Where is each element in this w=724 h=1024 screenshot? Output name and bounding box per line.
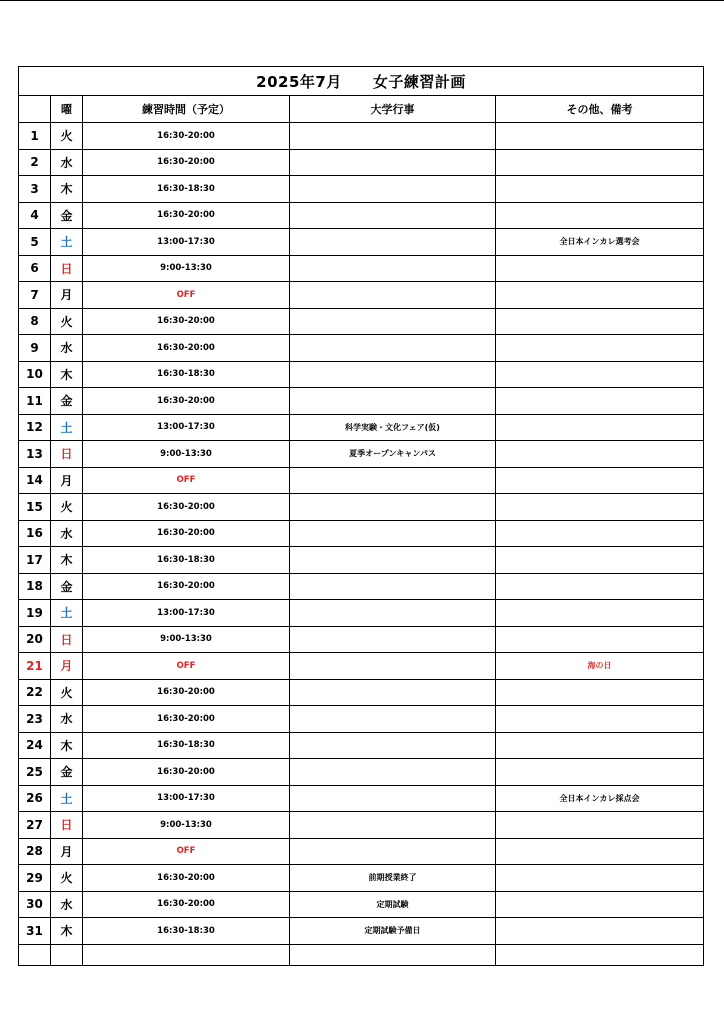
university-event-cell: [290, 812, 496, 838]
weekday-cell: 月: [51, 839, 83, 865]
university-event-cell: [290, 388, 496, 414]
practice-time-cell: OFF: [83, 653, 290, 679]
day-cell: 15: [19, 494, 51, 520]
note-cell: [496, 335, 703, 361]
weekday-cell: 土: [51, 786, 83, 812]
blank-cell: [51, 945, 83, 965]
note-cell: [496, 733, 703, 759]
blank-cell: [83, 945, 290, 965]
note-cell: [496, 521, 703, 547]
university-event-cell: [290, 123, 496, 149]
practice-time-cell: 16:30-20:00: [83, 494, 290, 520]
day-cell: 3: [19, 176, 51, 202]
practice-time-cell: 9:00-13:30: [83, 256, 290, 282]
note-cell: [496, 547, 703, 573]
university-event-cell: 定期試験予備日: [290, 918, 496, 944]
note-cell: [496, 123, 703, 149]
university-event-cell: [290, 653, 496, 679]
practice-time-cell: 16:30-20:00: [83, 203, 290, 229]
practice-time-cell: OFF: [83, 839, 290, 865]
university-event-cell: [290, 309, 496, 335]
schedule-row: [19, 123, 703, 150]
note-cell: [496, 388, 703, 414]
schedule-row: [19, 521, 703, 548]
university-event-cell: [290, 680, 496, 706]
note-cell: [496, 839, 703, 865]
schedule-row: [19, 627, 703, 654]
note-cell: [496, 494, 703, 520]
day-cell: 30: [19, 892, 51, 918]
note-cell: [496, 865, 703, 891]
university-event-cell: [290, 468, 496, 494]
schedule-row: [19, 362, 703, 389]
practice-time-cell: 16:30-20:00: [83, 892, 290, 918]
weekday-cell: 金: [51, 203, 83, 229]
schedule-row: [19, 441, 703, 468]
note-cell: [496, 600, 703, 626]
university-event-cell: [290, 574, 496, 600]
schedule-row: [19, 309, 703, 336]
university-event-cell: [290, 282, 496, 308]
day-cell: 14: [19, 468, 51, 494]
day-cell: 10: [19, 362, 51, 388]
day-cell: 1: [19, 123, 51, 149]
schedule-row: [19, 786, 703, 813]
note-cell: [496, 918, 703, 944]
university-event-cell: [290, 203, 496, 229]
blank-cell: [290, 945, 496, 965]
weekday-cell: 木: [51, 918, 83, 944]
day-cell: 4: [19, 203, 51, 229]
note-cell: [496, 176, 703, 202]
day-cell: 11: [19, 388, 51, 414]
schedule-row: [19, 229, 703, 256]
practice-time-cell: 16:30-20:00: [83, 309, 290, 335]
university-event-cell: [290, 362, 496, 388]
day-cell: 12: [19, 415, 51, 441]
schedule-row: [19, 415, 703, 442]
note-cell: [496, 706, 703, 732]
schedule-row: [19, 468, 703, 495]
weekday-cell: 火: [51, 680, 83, 706]
note-cell: [496, 415, 703, 441]
weekday-cell: 金: [51, 574, 83, 600]
weekday-cell: 月: [51, 468, 83, 494]
weekday-cell: 日: [51, 441, 83, 467]
practice-time-cell: 9:00-13:30: [83, 627, 290, 653]
practice-time-cell: 13:00-17:30: [83, 600, 290, 626]
note-cell: [496, 150, 703, 176]
note-cell: [496, 468, 703, 494]
schedule-row: [19, 812, 703, 839]
weekday-cell: 水: [51, 521, 83, 547]
note-cell: [496, 759, 703, 785]
university-event-cell: 前期授業終了: [290, 865, 496, 891]
weekday-cell: 水: [51, 892, 83, 918]
header-practice-time: 練習時間（予定）: [83, 96, 290, 122]
practice-time-cell: 16:30-18:30: [83, 176, 290, 202]
day-cell: 29: [19, 865, 51, 891]
weekday-cell: 土: [51, 600, 83, 626]
university-event-cell: [290, 176, 496, 202]
day-cell: 7: [19, 282, 51, 308]
practice-time-cell: 16:30-20:00: [83, 706, 290, 732]
university-event-cell: [290, 627, 496, 653]
day-cell: 16: [19, 521, 51, 547]
university-event-cell: [290, 786, 496, 812]
blank-row: [19, 945, 703, 966]
day-cell: 31: [19, 918, 51, 944]
schedule-row: [19, 706, 703, 733]
practice-time-cell: 16:30-18:30: [83, 362, 290, 388]
university-event-cell: [290, 839, 496, 865]
weekday-cell: 火: [51, 494, 83, 520]
university-event-cell: [290, 256, 496, 282]
day-cell: 26: [19, 786, 51, 812]
schedule-row: [19, 865, 703, 892]
schedule-row: [19, 494, 703, 521]
weekday-cell: 土: [51, 229, 83, 255]
note-cell: [496, 441, 703, 467]
practice-time-cell: 16:30-20:00: [83, 123, 290, 149]
schedule-row: [19, 150, 703, 177]
schedule-row: [19, 547, 703, 574]
practice-time-cell: 13:00-17:30: [83, 415, 290, 441]
university-event-cell: [290, 600, 496, 626]
weekday-cell: 日: [51, 812, 83, 838]
schedule-row: [19, 600, 703, 627]
practice-time-cell: 16:30-18:30: [83, 733, 290, 759]
schedule-row: [19, 653, 703, 680]
blank-cell: [19, 945, 51, 965]
schedule-rows: [19, 123, 703, 945]
day-cell: 13: [19, 441, 51, 467]
weekday-cell: 木: [51, 733, 83, 759]
university-event-cell: [290, 547, 496, 573]
practice-time-cell: 16:30-20:00: [83, 335, 290, 361]
day-cell: 18: [19, 574, 51, 600]
university-event-cell: 夏季オープンキャンパス: [290, 441, 496, 467]
day-cell: 8: [19, 309, 51, 335]
note-cell: [496, 362, 703, 388]
note-cell: [496, 203, 703, 229]
practice-time-cell: 16:30-20:00: [83, 759, 290, 785]
practice-time-cell: 13:00-17:30: [83, 229, 290, 255]
header-day: [19, 96, 51, 122]
weekday-cell: 土: [51, 415, 83, 441]
day-cell: 27: [19, 812, 51, 838]
weekday-cell: 金: [51, 759, 83, 785]
practice-time-cell: 16:30-20:00: [83, 388, 290, 414]
note-cell: 全日本インカレ採点会: [559, 793, 640, 803]
day-cell: 17: [19, 547, 51, 573]
header-notes: その他、備考: [566, 103, 633, 116]
weekday-cell: 月: [51, 282, 83, 308]
blank-cell: [496, 945, 703, 965]
practice-time-cell: 13:00-17:30: [83, 786, 290, 812]
university-event-cell: [290, 521, 496, 547]
schedule-row: [19, 388, 703, 415]
note-cell: 海の日: [587, 661, 612, 671]
day-cell: 19: [19, 600, 51, 626]
day-cell: 9: [19, 335, 51, 361]
schedule-row: [19, 918, 703, 945]
note-cell: [496, 574, 703, 600]
day-cell: 6: [19, 256, 51, 282]
practice-time-cell: 9:00-13:30: [83, 812, 290, 838]
schedule-row: [19, 759, 703, 786]
note-cell: [496, 282, 703, 308]
day-cell: 23: [19, 706, 51, 732]
practice-time-cell: 9:00-13:30: [83, 441, 290, 467]
day-cell: 25: [19, 759, 51, 785]
weekday-cell: 木: [51, 362, 83, 388]
weekday-cell: 木: [51, 176, 83, 202]
university-event-cell: 科学実験・文化フェア(仮): [290, 415, 496, 441]
schedule-row: [19, 680, 703, 707]
page-top-border: [0, 0, 724, 1]
day-cell: 24: [19, 733, 51, 759]
schedule-row: [19, 176, 703, 203]
weekday-cell: 火: [51, 309, 83, 335]
header-university-events: 大学行事: [290, 96, 496, 122]
practice-schedule-table: [18, 66, 704, 966]
schedule-row: [19, 839, 703, 866]
university-event-cell: 定期試験: [290, 892, 496, 918]
practice-time-cell: 16:30-20:00: [83, 680, 290, 706]
schedule-row: [19, 335, 703, 362]
weekday-cell: 月: [51, 653, 83, 679]
weekday-cell: 日: [51, 627, 83, 653]
note-cell: 全日本インカレ選考会: [559, 237, 640, 247]
practice-time-cell: 16:30-18:30: [83, 547, 290, 573]
schedule-row: [19, 203, 703, 230]
note-cell: [496, 680, 703, 706]
header-row: [19, 96, 703, 123]
note-cell: [496, 627, 703, 653]
practice-time-cell: 16:30-20:00: [83, 574, 290, 600]
university-event-cell: [290, 733, 496, 759]
day-cell: 22: [19, 680, 51, 706]
university-event-cell: [290, 706, 496, 732]
schedule-row: [19, 892, 703, 919]
weekday-cell: 水: [51, 335, 83, 361]
schedule-row: [19, 282, 703, 309]
schedule-row: [19, 733, 703, 760]
note-cell: [496, 892, 703, 918]
day-cell: 21: [19, 653, 51, 679]
weekday-cell: 水: [51, 706, 83, 732]
schedule-row: [19, 574, 703, 601]
note-cell: [496, 309, 703, 335]
weekday-cell: 金: [51, 388, 83, 414]
practice-time-cell: OFF: [83, 468, 290, 494]
university-event-cell: [290, 335, 496, 361]
header-weekday: 曜: [51, 96, 83, 122]
university-event-cell: [290, 229, 496, 255]
note-cell: [496, 256, 703, 282]
schedule-title: 2025年7月 女子練習計画: [19, 66, 703, 96]
weekday-cell: 水: [51, 150, 83, 176]
university-event-cell: [290, 494, 496, 520]
weekday-cell: 火: [51, 865, 83, 891]
university-event-cell: [290, 150, 496, 176]
practice-time-cell: 16:30-18:30: [83, 918, 290, 944]
practice-time-cell: OFF: [83, 282, 290, 308]
university-event-cell: [290, 759, 496, 785]
day-cell: 20: [19, 627, 51, 653]
schedule-row: [19, 256, 703, 283]
practice-time-cell: 16:30-20:00: [83, 150, 290, 176]
day-cell: 2: [19, 150, 51, 176]
weekday-cell: 木: [51, 547, 83, 573]
day-cell: 28: [19, 839, 51, 865]
weekday-cell: 火: [51, 123, 83, 149]
practice-time-cell: 16:30-20:00: [83, 521, 290, 547]
note-cell: [496, 812, 703, 838]
day-cell: 5: [19, 229, 51, 255]
practice-time-cell: 16:30-20:00: [83, 865, 290, 891]
weekday-cell: 日: [51, 256, 83, 282]
